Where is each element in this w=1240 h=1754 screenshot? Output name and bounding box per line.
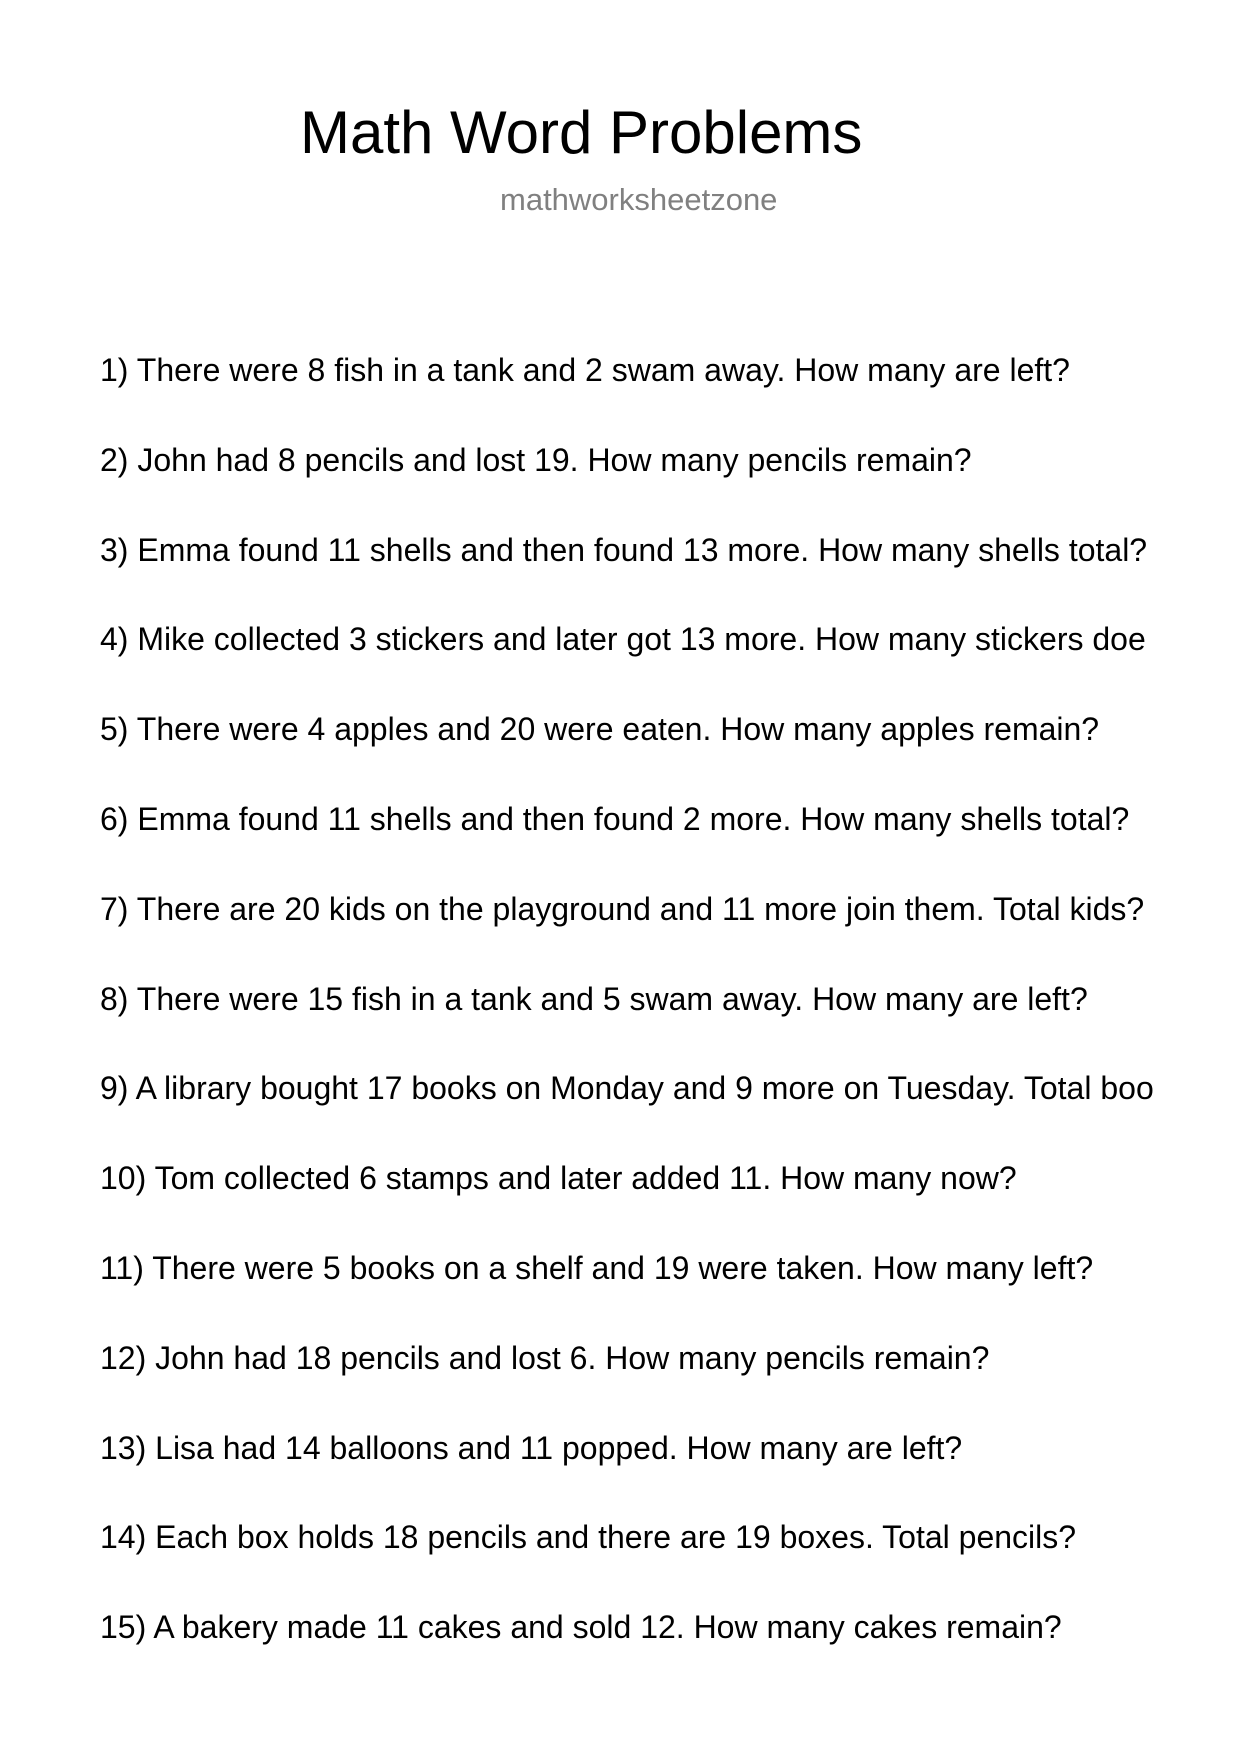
problem-item: 8) There were 15 fish in a tank and 5 swam away. How many are left? [100, 980, 1088, 1017]
problem-item: 3) Emma found 11 shells and then found 13 more. How many shells total? [100, 531, 1148, 568]
problem-item: 5) There were 4 apples and 20 were eaten. How many apples remain? [100, 711, 1100, 748]
problem-item: 7) There are 20 kids on the playground and 11 more join them. Total kids? [100, 890, 1145, 927]
problem-list [100, 350, 1240, 1697]
problem-item: 15) A bakery made 11 cakes and sold 12. How many cakes remain? [100, 1609, 1062, 1646]
problem-item: 4) Mike collected 3 stickers and later got 13 more. How many stickers doe [100, 621, 1146, 658]
problem-item: 9) A library bought 17 books on Monday and 9 more on Tuesday. Total boo [100, 1070, 1154, 1107]
problem-item: 12) John had 18 pencils and lost 6. How many pencils remain? [100, 1339, 990, 1376]
problem-item: 6) Emma found 11 shells and then found 2 more. How many shells total? [100, 800, 1130, 837]
page-title: Math Word Problems [300, 99, 863, 166]
site-name: mathworksheetzone [500, 182, 778, 217]
problem-item: 1) There were 8 fish in a tank and 2 swam away. How many are left? [100, 352, 1070, 388]
problem-item: 13) Lisa had 14 balloons and 11 popped. How many are left? [100, 1429, 963, 1466]
problem-item: 11) There were 5 books on a shelf and 19 were taken. How many left? [100, 1249, 1094, 1286]
problem-item: 14) Each box holds 18 pencils and there are 19 boxes. Total pencils? [100, 1519, 1077, 1556]
problem-item: 10) Tom collected 6 stamps and later added 11. How many now? [100, 1160, 1017, 1197]
problem-item: 2) John had 8 pencils and lost 19. How many pencils remain? [100, 441, 972, 478]
